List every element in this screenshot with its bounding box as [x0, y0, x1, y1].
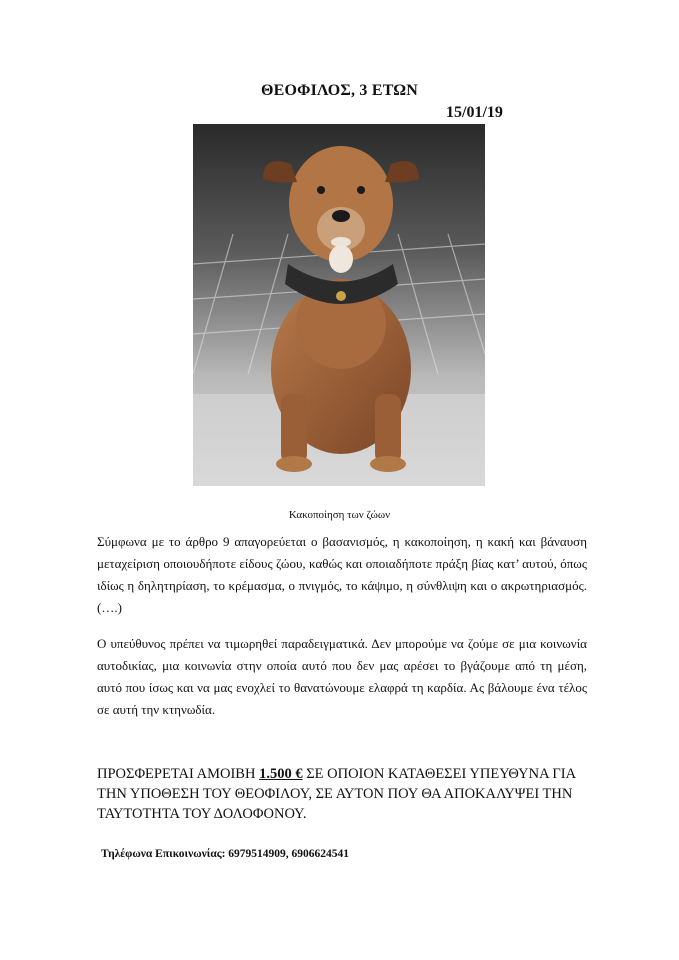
page-title: ΘΕΟΦΙΛΟΣ, 3 ΕΤΩΝ — [260, 82, 419, 99]
reward-prefix: ΠΡΟΣΦΕΡΕΤΑΙ ΑΜΟΙΒΗ — [97, 766, 260, 782]
reward-amount: 1.500 € — [259, 766, 303, 782]
reward-suffix: ΣΕ ΟΠΟΙΟΝ ΚΑΤΑΘΕΣΕΙ ΥΠΕΥΘΥΝΑ ΓΙΑ ΤΗΝ ΥΠΟΘΕΣΗ ΤΟΥ ΘΕΟΦΙΛΟΥ, ΣΕ ΑΥΤΟΝ ΠΟΥ ΘΑ ΑΠΟΚΑΛΥΨΕΙ ΤΗΝ ΤΑΥΤΟΤΗΤΑ ΤΟΥ ΔΟΛΟΦΟΝΟΥ. — [97, 766, 576, 822]
dog-illustration — [193, 124, 485, 486]
law-paragraph: Σύμφωνα με το άρθρο 9 απαγορεύεται ο βασανισμός, η κακοποίηση, η κακή και βάναυση μεταχείριση οποιουδήποτε είδους ζώου, καθώς και οποιαδήποτε πράξη βίας κατ’ αυτού, όπως ιδίως η δηλητηρίαση, το κρέμασμα, ο πνιγμός, το κάψιμο, η σύνθλιψη και ο ακρωτηριασμός. (….) — [97, 534, 587, 615]
contact-phones: Τηλέφωνα Επικοινωνίας: 6979514909, 6906624541 — [101, 848, 350, 860]
dog-photo — [193, 124, 485, 486]
appeal-paragraph: Ο υπεύθυνος πρέπει να τιμωρηθεί παραδειγματικά. Δεν μπορούμε να ζούμε σε μια κοινωνία αυτοδικίας, μια κοινωνία στην οποία αυτό που δεν μας αρέσει το βγάζουμε από τη μέση, αυτό που ίσως και να μας ενοχλεί το θανατώνουμε ελαφρά τη καρδία. Ας βάλουμε ένα τέλος σε αυτή την κτηνωδία. — [97, 636, 587, 717]
reward-notice — [97, 764, 587, 824]
date: 15/01/19 — [446, 104, 503, 121]
photo-caption: Κακοποίηση των ζώων — [288, 509, 391, 521]
